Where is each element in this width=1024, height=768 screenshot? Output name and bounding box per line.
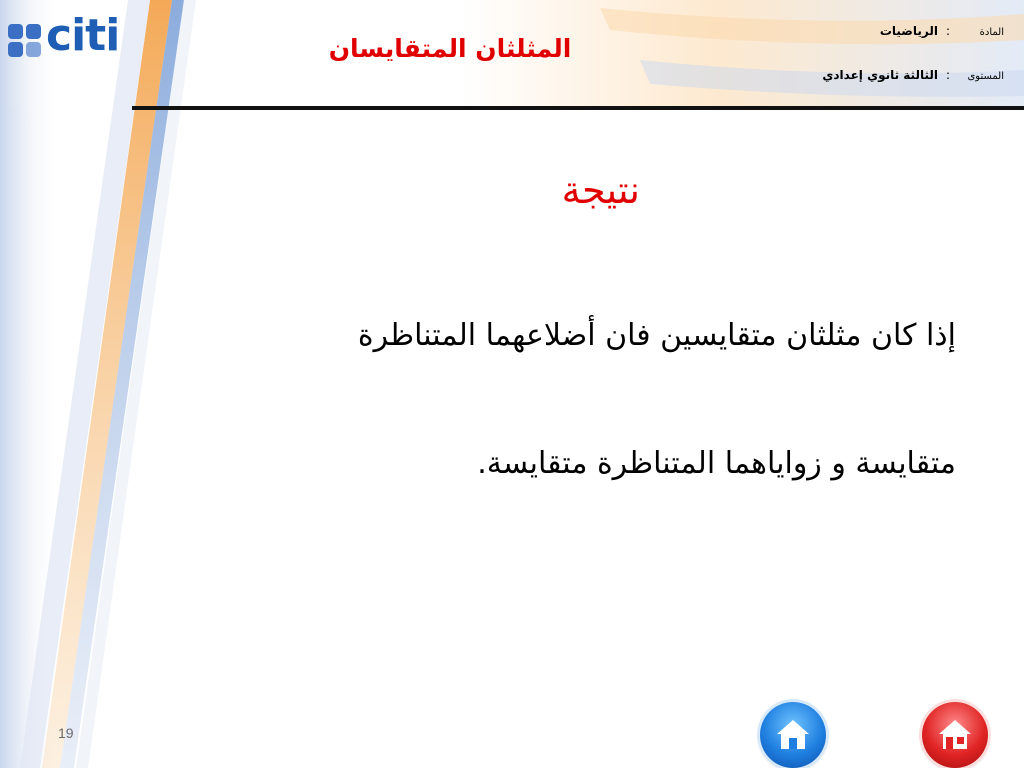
result-text-line-2: متقايسة و زواياهما المتناظرة متقايسة.: [477, 446, 956, 481]
page-number: 19: [58, 725, 74, 741]
header-divider: [132, 106, 1024, 110]
home-icon: [773, 715, 813, 755]
citi-logo: [8, 10, 123, 68]
level-value: الثالثة ثانوي إعدادي: [822, 68, 938, 82]
level-info: [822, 68, 1004, 82]
subject-separator: :: [945, 24, 951, 38]
house-exit-icon: [935, 715, 975, 755]
home-button[interactable]: [760, 702, 826, 768]
exit-button[interactable]: [922, 702, 988, 768]
result-text-line-1: إذا كان مثلثان متقايسين فان أضلاعهما المتناظرة: [357, 318, 956, 353]
result-heading: نتيجة: [561, 168, 640, 212]
logo-text: citi: [46, 10, 120, 61]
slide-title: المثلثان المتقايسان: [328, 34, 572, 63]
subject-value: الرياضيات: [879, 24, 938, 38]
level-separator: :: [945, 68, 951, 82]
level-label: المستوى: [967, 71, 1004, 82]
subject-label: المادة: [979, 27, 1004, 38]
logo-dots-icon: [8, 24, 42, 58]
subject-info: [880, 24, 1004, 38]
